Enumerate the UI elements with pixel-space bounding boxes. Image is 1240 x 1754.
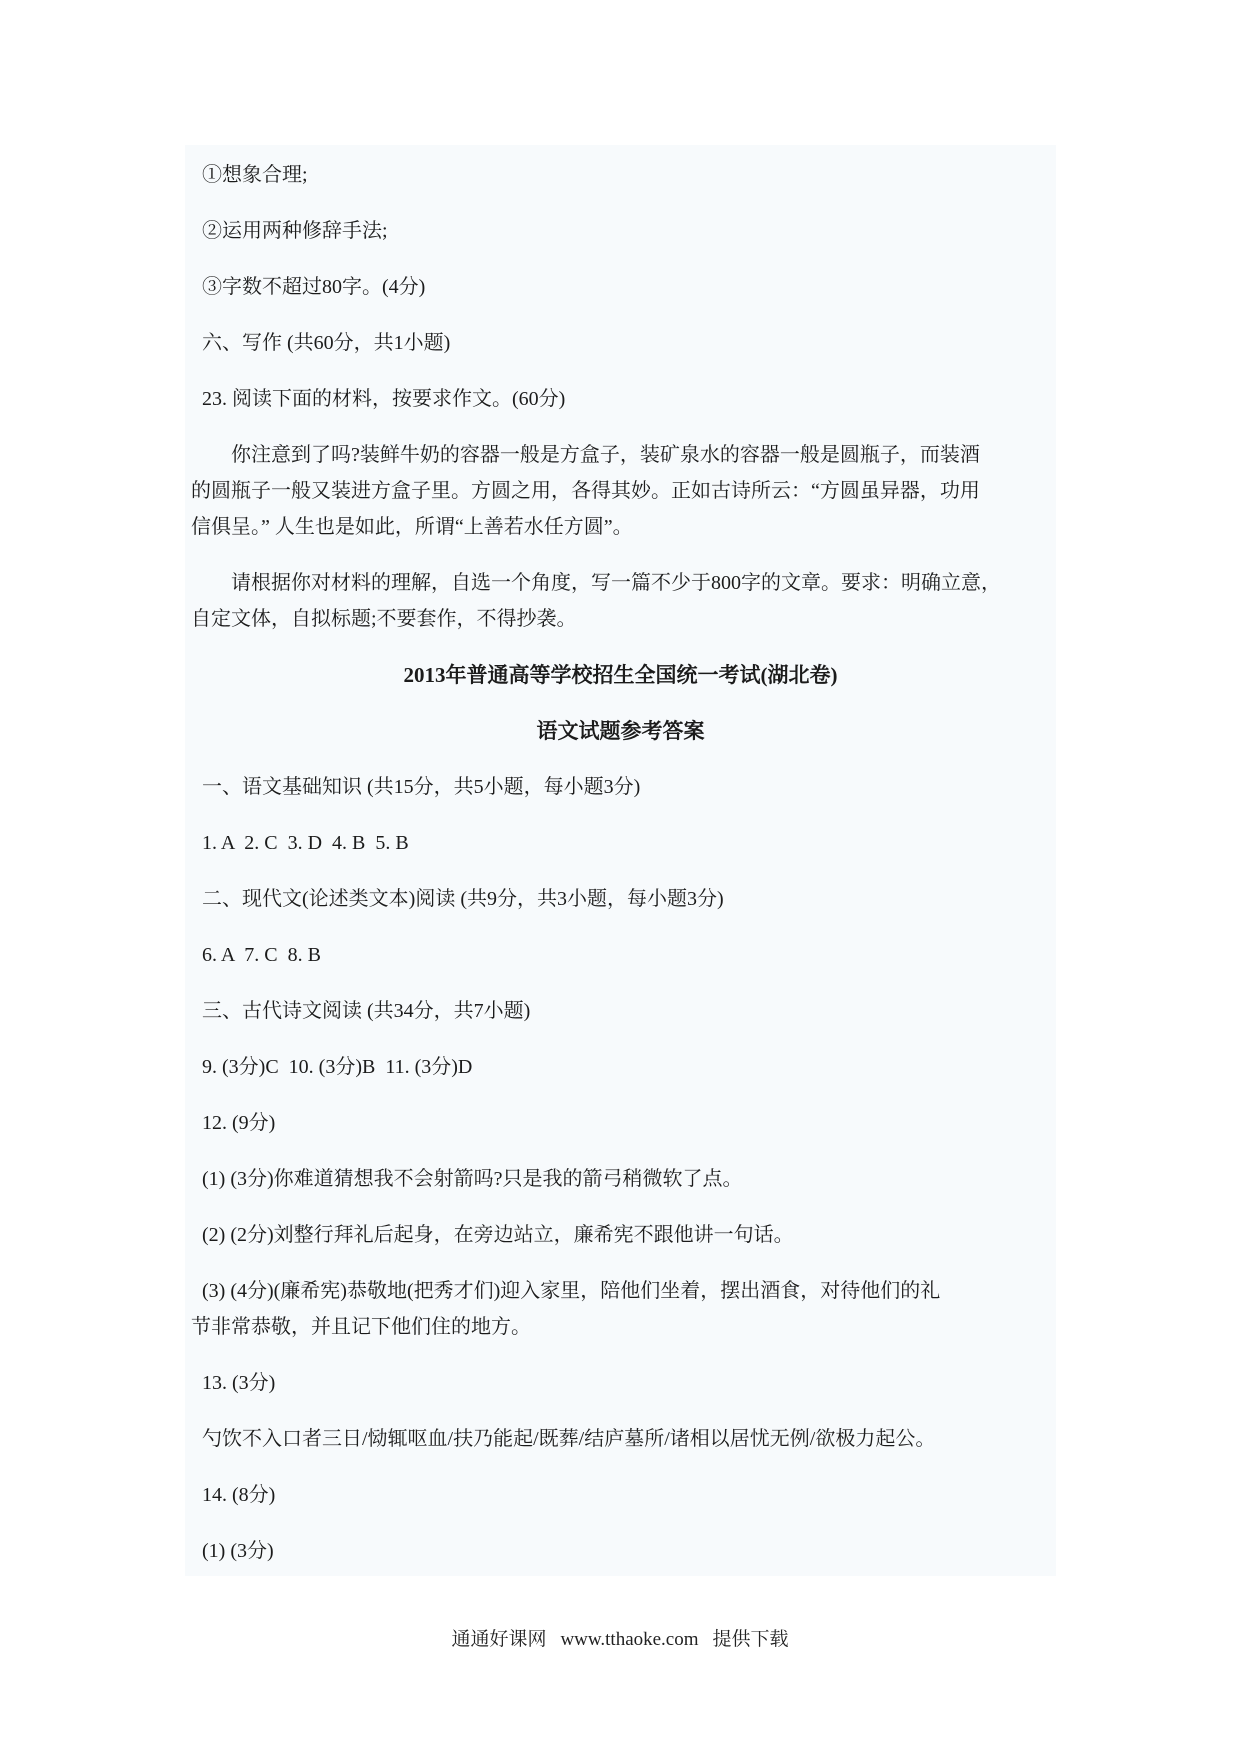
- section-2-heading: 二、现代文(论述类文本)阅读 (共9分，共3小题，每小题3分): [202, 888, 724, 910]
- footer-suffix: 提供下载: [712, 1629, 789, 1650]
- essay-material-line-3: 信俱呈。” 人生也是如此，所谓“上善若水任方圆”。: [191, 516, 633, 538]
- answer-14-1-label: (1) (3分): [202, 1540, 274, 1562]
- answer-12-3-line-1: (3) (4分)(廉希宪)恭敬地(把秀才们)迎入家里，陪他们坐着，摆出酒食，对待他们的礼: [202, 1280, 941, 1302]
- document-content: [185, 145, 1056, 1569]
- footer: [0, 1626, 1240, 1654]
- essay-instructions-line-1: 请根据你对材料的理解，自选一个角度，写一篇不少于800字的文章。要求：明确立意，: [231, 572, 1001, 594]
- answers-9-to-11: 9. (3分)C 10. (3分)B 11. (3分)D: [202, 1056, 473, 1078]
- question-14-label: 14. (8分): [202, 1484, 276, 1506]
- essay-instructions-line-2: 自定文体，自拟标题;不要套作，不得抄袭。: [191, 608, 577, 630]
- section-6-writing-heading: 六、写作 (共60分，共1小题): [202, 332, 451, 354]
- answer-13: 勺饮不入口者三日/恸辄呕血/扶乃能起/既葬/结庐墓所/诸相以居忧无例/欲极力起公。: [202, 1428, 936, 1450]
- question-23-prompt: 23. 阅读下面的材料，按要求作文。(60分): [202, 388, 566, 410]
- answer-12-3-line-2: 节非常恭敬，并且记下他们住的地方。: [191, 1316, 531, 1338]
- answer-key-subtitle: 语文试题参考答案: [536, 719, 705, 743]
- answer-sheet-panel: [185, 145, 1056, 1576]
- answer-12-1: (1) (3分)你难道猜想我不会射箭吗?只是我的箭弓稍微软了点。: [202, 1168, 743, 1190]
- essay-material-line-2: 的圆瓶子一般又装进方盒子里。方圆之用，各得其妙。正如古诗所云：“方圆虽异器，功用: [191, 480, 980, 502]
- answer-key-title: 2013年普通高等学校招生全国统一考试(湖北卷): [403, 663, 838, 687]
- answer-12-2: (2) (2分)刘整行拜礼后起身，在旁边站立，廉希宪不跟他讲一句话。: [202, 1224, 794, 1246]
- requirement-1: ①想象合理;: [202, 164, 308, 186]
- requirement-3: ③字数不超过80字。(4分): [202, 276, 426, 298]
- requirement-2: ②运用两种修辞手法;: [202, 220, 388, 242]
- essay-material-line-1: 你注意到了吗?装鲜牛奶的容器一般是方盒子，装矿泉水的容器一般是圆瓶子，而装酒: [231, 444, 980, 466]
- section-1-heading: 一、语文基础知识 (共15分，共5小题，每小题3分): [202, 776, 641, 798]
- footer-site-name: 通通好课网: [451, 1629, 547, 1650]
- footer-url: www.tthaoke.com: [560, 1629, 699, 1650]
- question-12-label: 12. (9分): [202, 1112, 276, 1134]
- question-13-label: 13. (3分): [202, 1372, 276, 1394]
- answers-1-to-5: 1. A 2. C 3. D 4. B 5. B: [202, 832, 409, 854]
- section-3-heading: 三、古代诗文阅读 (共34分，共7小题): [202, 1000, 531, 1022]
- answers-6-to-8: 6. A 7. C 8. B: [202, 944, 321, 966]
